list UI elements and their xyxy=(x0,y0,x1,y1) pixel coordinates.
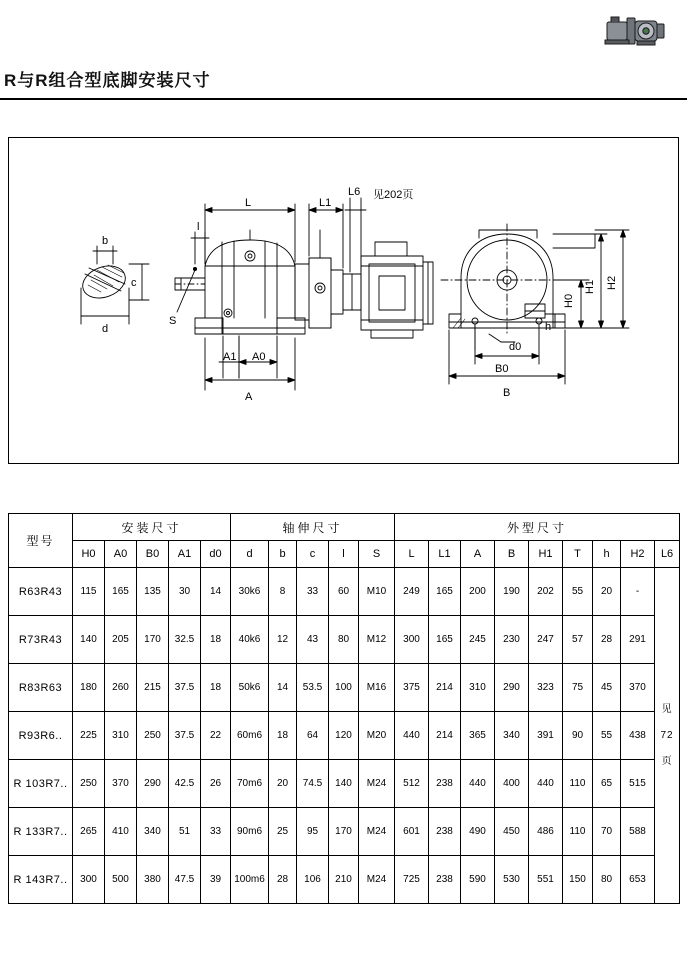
cell-b: 8 xyxy=(269,568,297,616)
label-A0: A0 xyxy=(252,351,266,363)
column-header-L1: L1 xyxy=(429,541,461,568)
cell-b: 14 xyxy=(269,664,297,712)
table-row xyxy=(9,856,680,904)
gear-motor-logo xyxy=(597,8,671,52)
label-L6: L6 xyxy=(348,186,361,198)
cell-A0: 260 xyxy=(105,664,137,712)
cell-L1: 214 xyxy=(429,664,461,712)
cell-B: 340 xyxy=(495,712,529,760)
column-header-A: A xyxy=(461,541,495,568)
cell-H0: 250 xyxy=(73,760,105,808)
column-header-B0: B0 xyxy=(137,541,169,568)
cell-H1: 202 xyxy=(529,568,563,616)
cell-model: R93R6.. xyxy=(9,712,73,760)
cell-c: 33 xyxy=(297,568,329,616)
cell-H1: 391 xyxy=(529,712,563,760)
cell-B0: 290 xyxy=(137,760,169,808)
cell-H2: 438 xyxy=(621,712,655,760)
cell-model: R63R43 xyxy=(9,568,73,616)
column-group-shaft: 轴伸尺寸 xyxy=(231,514,395,541)
cell-A1: 37.5 xyxy=(169,664,201,712)
cell-d: 60m6 xyxy=(231,712,269,760)
cell-b: 25 xyxy=(269,808,297,856)
cell-A: 310 xyxy=(461,664,495,712)
cell-B: 230 xyxy=(495,616,529,664)
gearbox-dimension-drawing xyxy=(9,138,678,463)
shaft-key-section xyxy=(78,246,149,324)
label-d0: d0 xyxy=(509,341,522,353)
cell-model: R83R63 xyxy=(9,664,73,712)
cell-h: 65 xyxy=(593,760,621,808)
cell-T: 75 xyxy=(563,664,593,712)
cell-l: 170 xyxy=(329,808,359,856)
cell-L: 300 xyxy=(395,616,429,664)
cell-T: 110 xyxy=(563,808,593,856)
label-B0: B0 xyxy=(495,363,509,375)
cell-S: M12 xyxy=(359,616,395,664)
cell-model: R 133R7.. xyxy=(9,808,73,856)
cell-L: 249 xyxy=(395,568,429,616)
cell-A1: 51 xyxy=(169,808,201,856)
cell-L1: 214 xyxy=(429,712,461,760)
cell-c: 95 xyxy=(297,808,329,856)
cell-L1: 238 xyxy=(429,760,461,808)
column-header-S: S xyxy=(359,541,395,568)
cell-B: 400 xyxy=(495,760,529,808)
cell-c: 74.5 xyxy=(297,760,329,808)
cell-L6-merged: 见 72 页 xyxy=(655,568,680,904)
cell-d0: 18 xyxy=(201,664,231,712)
cell-B: 190 xyxy=(495,568,529,616)
cell-A0: 370 xyxy=(105,760,137,808)
label-A: A xyxy=(245,391,253,403)
cell-H0: 225 xyxy=(73,712,105,760)
cell-S: M16 xyxy=(359,664,395,712)
label-H1: H1 xyxy=(584,279,596,294)
cell-h: 80 xyxy=(593,856,621,904)
column-header-L: L xyxy=(395,541,429,568)
label-b: b xyxy=(102,235,109,247)
cell-H1: 486 xyxy=(529,808,563,856)
cell-T: 90 xyxy=(563,712,593,760)
cell-A: 245 xyxy=(461,616,495,664)
cell-S: M24 xyxy=(359,808,395,856)
table-row xyxy=(9,808,680,856)
cell-l: 210 xyxy=(329,856,359,904)
column-header-d: d xyxy=(231,541,269,568)
cell-T: 57 xyxy=(563,616,593,664)
cell-H0: 300 xyxy=(73,856,105,904)
cell-T: 110 xyxy=(563,760,593,808)
cell-L: 440 xyxy=(395,712,429,760)
label-L: L xyxy=(245,197,252,209)
cell-A1: 30 xyxy=(169,568,201,616)
cell-h: 70 xyxy=(593,808,621,856)
cell-c: 53.5 xyxy=(297,664,329,712)
cell-model: R 103R7.. xyxy=(9,760,73,808)
column-header-model: 型号 xyxy=(9,514,73,568)
cell-H1: 323 xyxy=(529,664,563,712)
dimension-B0 xyxy=(475,324,539,364)
cell-T: 55 xyxy=(563,568,593,616)
cell-H0: 180 xyxy=(73,664,105,712)
cell-B: 530 xyxy=(495,856,529,904)
column-header-l: l xyxy=(329,541,359,568)
cell-L1: 238 xyxy=(429,808,461,856)
cell-L1: 165 xyxy=(429,616,461,664)
cell-b: 12 xyxy=(269,616,297,664)
cell-A0: 310 xyxy=(105,712,137,760)
column-header-c: c xyxy=(297,541,329,568)
cell-S: M24 xyxy=(359,760,395,808)
cell-T: 150 xyxy=(563,856,593,904)
cell-c: 106 xyxy=(297,856,329,904)
cell-d: 100m6 xyxy=(231,856,269,904)
cell-l: 60 xyxy=(329,568,359,616)
cell-b: 20 xyxy=(269,760,297,808)
cell-A: 440 xyxy=(461,760,495,808)
column-header-h: h xyxy=(593,541,621,568)
column-header-b: b xyxy=(269,541,297,568)
cell-A1: 42.5 xyxy=(169,760,201,808)
cell-d: 40k6 xyxy=(231,616,269,664)
cell-L: 725 xyxy=(395,856,429,904)
column-header-H0: H0 xyxy=(73,541,105,568)
cell-A: 590 xyxy=(461,856,495,904)
column-header-B: B xyxy=(495,541,529,568)
cell-d0: 22 xyxy=(201,712,231,760)
label-l: l xyxy=(197,221,200,233)
cell-b: 18 xyxy=(269,712,297,760)
cell-B: 290 xyxy=(495,664,529,712)
cell-L1: 238 xyxy=(429,856,461,904)
table-row xyxy=(9,616,680,664)
cell-B0: 250 xyxy=(137,712,169,760)
table-row xyxy=(9,712,680,760)
cell-H2: 588 xyxy=(621,808,655,856)
cell-H1: 551 xyxy=(529,856,563,904)
column-group-outline: 外型尺寸 xyxy=(395,514,680,541)
cell-H0: 265 xyxy=(73,808,105,856)
dimension-table-container xyxy=(8,513,679,904)
cell-c: 64 xyxy=(297,712,329,760)
cell-H2: - xyxy=(621,568,655,616)
cell-A1: 37.5 xyxy=(169,712,201,760)
column-group-mounting: 安装尺寸 xyxy=(73,514,231,541)
dimension-l xyxy=(191,232,209,264)
dimension-table xyxy=(8,513,680,904)
cell-S: M24 xyxy=(359,856,395,904)
cell-H1: 440 xyxy=(529,760,563,808)
cell-A1: 32.5 xyxy=(169,616,201,664)
column-header-d0: d0 xyxy=(201,541,231,568)
column-header-A0: A0 xyxy=(105,541,137,568)
dimension-B xyxy=(449,330,565,384)
label-H2: H2 xyxy=(606,275,618,290)
cell-A: 365 xyxy=(461,712,495,760)
technical-drawing-panel xyxy=(8,137,679,464)
cell-h: 45 xyxy=(593,664,621,712)
cell-d0: 33 xyxy=(201,808,231,856)
label-B: B xyxy=(503,387,511,399)
cell-l: 140 xyxy=(329,760,359,808)
cell-L: 601 xyxy=(395,808,429,856)
cell-A0: 500 xyxy=(105,856,137,904)
cell-h: 55 xyxy=(593,712,621,760)
cell-H0: 140 xyxy=(73,616,105,664)
cell-A0: 165 xyxy=(105,568,137,616)
table-sub-header-row xyxy=(9,541,680,568)
cell-B0: 380 xyxy=(137,856,169,904)
cell-d: 50k6 xyxy=(231,664,269,712)
cell-l: 100 xyxy=(329,664,359,712)
end-view-assembly xyxy=(441,224,595,334)
cell-S: M20 xyxy=(359,712,395,760)
cell-c: 43 xyxy=(297,616,329,664)
cell-L: 512 xyxy=(395,760,429,808)
cell-L1: 165 xyxy=(429,568,461,616)
table-row xyxy=(9,568,680,616)
cell-h: 28 xyxy=(593,616,621,664)
cell-H2: 370 xyxy=(621,664,655,712)
cell-A: 200 xyxy=(461,568,495,616)
cell-A1: 47.5 xyxy=(169,856,201,904)
cell-d: 70m6 xyxy=(231,760,269,808)
cell-model: R 143R7.. xyxy=(9,856,73,904)
cell-d0: 18 xyxy=(201,616,231,664)
cell-model: R73R43 xyxy=(9,616,73,664)
column-header-H2: H2 xyxy=(621,541,655,568)
column-header-A1: A1 xyxy=(169,541,201,568)
label-note-page: 见202页 xyxy=(373,189,414,201)
dimension-L6 xyxy=(345,198,366,272)
cell-h: 20 xyxy=(593,568,621,616)
cell-H2: 515 xyxy=(621,760,655,808)
label-h: h xyxy=(545,321,552,333)
cell-A0: 205 xyxy=(105,616,137,664)
cell-S: M10 xyxy=(359,568,395,616)
cell-H1: 247 xyxy=(529,616,563,664)
column-header-T: T xyxy=(563,541,593,568)
cell-L: 375 xyxy=(395,664,429,712)
table-row xyxy=(9,760,680,808)
column-header-L6: L6 xyxy=(655,541,680,568)
cell-H2: 653 xyxy=(621,856,655,904)
label-H0: H0 xyxy=(563,293,575,308)
column-header-H1: H1 xyxy=(529,541,563,568)
cell-l: 80 xyxy=(329,616,359,664)
label-L1: L1 xyxy=(319,197,332,209)
cell-B: 450 xyxy=(495,808,529,856)
cell-A: 490 xyxy=(461,808,495,856)
side-view-assembly xyxy=(175,230,433,338)
table-row xyxy=(9,664,680,712)
cell-B0: 170 xyxy=(137,616,169,664)
cell-A0: 410 xyxy=(105,808,137,856)
cell-B0: 340 xyxy=(137,808,169,856)
cell-B0: 135 xyxy=(137,568,169,616)
cell-H2: 291 xyxy=(621,616,655,664)
label-d: d xyxy=(102,323,109,335)
cell-d: 30k6 xyxy=(231,568,269,616)
cell-b: 28 xyxy=(269,856,297,904)
cell-H0: 115 xyxy=(73,568,105,616)
cell-l: 120 xyxy=(329,712,359,760)
cell-d0: 14 xyxy=(201,568,231,616)
dimension-A xyxy=(205,338,295,390)
cell-d: 90m6 xyxy=(231,808,269,856)
page-title: R与R组合型底脚安装尺寸 xyxy=(4,71,211,90)
label-S: S xyxy=(169,315,177,327)
cell-B0: 215 xyxy=(137,664,169,712)
label-A1: A1 xyxy=(223,351,237,363)
table-group-header-row xyxy=(9,514,680,541)
title-divider xyxy=(0,98,687,100)
cell-d0: 39 xyxy=(201,856,231,904)
cell-d0: 26 xyxy=(201,760,231,808)
label-c: c xyxy=(131,277,137,289)
